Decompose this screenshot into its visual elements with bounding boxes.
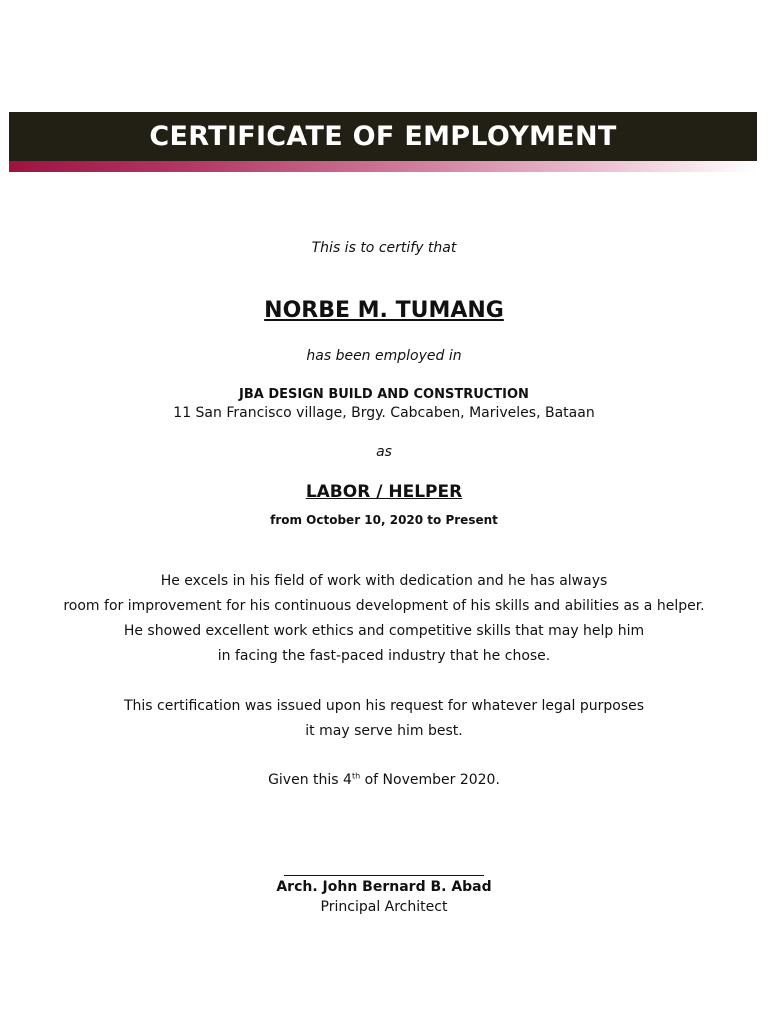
given-date-rest: of November 2020. [360, 772, 500, 788]
as-text: as [376, 444, 392, 460]
signatory-title: Principal Architect [320, 899, 448, 915]
header-banner [9, 112, 757, 161]
position-title: LABOR / HELPER [305, 482, 463, 502]
intro-text: This is to certify that [311, 240, 457, 256]
given-date-suffix: th [351, 771, 361, 781]
signature-line [284, 875, 484, 876]
paragraph1-line: He excels in his field of work with dedication and he has always [160, 573, 608, 589]
paragraph1-line: in facing the fast-paced industry that he chose. [217, 648, 551, 664]
signatory-name: Arch. John Bernard B. Abad [276, 879, 492, 895]
given-date [0, 772, 768, 788]
employed-in-text: has been employed in [306, 348, 462, 364]
paragraph2-line: This certification was issued upon his request for whatever legal purposes [123, 698, 645, 714]
company-address: 11 San Francisco village, Brgy. Cabcaben, Mariveles, Bataan [173, 405, 595, 421]
given-date-prefix: Given this 4 [268, 772, 352, 788]
accent-gradient-bar [9, 161, 757, 172]
paragraph1-line: He showed excellent work ethics and competitive skills that may help him [123, 623, 645, 639]
company-name: JBA DESIGN BUILD AND CONSTRUCTION [239, 387, 529, 402]
certificate-title: CERTIFICATE OF EMPLOYMENT [149, 121, 617, 152]
paragraph2-line: it may serve him best. [305, 723, 463, 739]
employee-name: NORBE M. TUMANG [264, 298, 504, 323]
employment-period: from October 10, 2020 to Present [270, 513, 498, 527]
paragraph1-line: room for improvement for his continuous development of his skills and abilities as a helper. [63, 598, 705, 614]
